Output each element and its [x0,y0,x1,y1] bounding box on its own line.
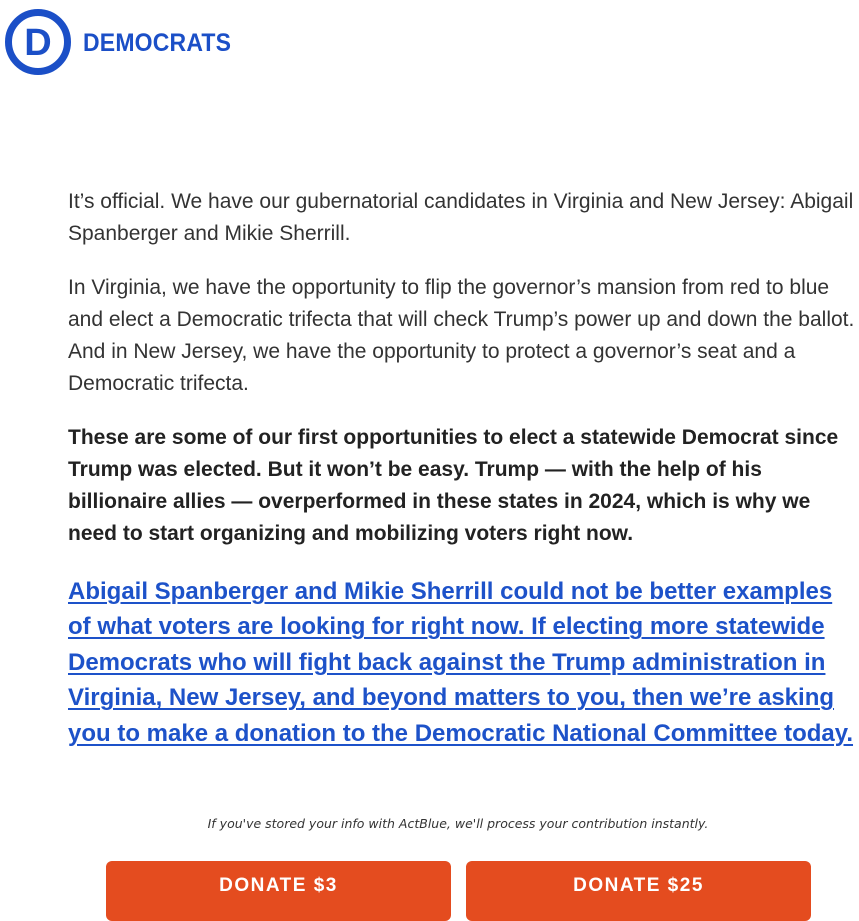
virginia-newjersey-paragraph: In Virginia, we have the opportunity to flip the governor’s mansion from red to blue and elect a Democratic trifecta that will check Trump’s power up and down the ballot. And in New Jersey, we have the opportunity to protect a governor’s seat and a Democratic trifecta. [68,276,855,395]
donate-cta-link[interactable]: Abigail Spanberger and Mikie Sherrill could not be better examples of what voters are looking for right now. If electing more statewide Democrats who will fight back against the Trump administration in Virginia, New Jersey, and beyond matters to you, then we’re asking you to make a donation to the Democratic National Committee today. [68,578,854,747]
donate-3-button[interactable]: DONATE $3 [106,861,451,921]
donate-25-button[interactable]: DONATE $25 [466,861,811,921]
actblue-note: If you've stored your info with ActBlue, we'll process your contribution instantly. [207,816,709,831]
logo-wordmark[interactable]: DEMOCRATS [83,28,232,57]
democrats-logo-icon[interactable] [5,9,71,75]
logo-letter: D [24,22,52,64]
header [5,9,244,75]
opportunity-paragraph: These are some of our first opportunities to elect a statewide Democrat since Trump was elected. But it won’t be easy. Trump — with the help of his billionaire allies — overperformed in these states in 2024, which is why we need to start organizing and mobilizing voters right now. [68,426,839,545]
email-body [68,186,858,751]
intro-paragraph: It’s official. We have our gubernatorial candidates in Virginia and New Jersey: Abigail Spanberger and Mikie Sherrill. [68,190,854,245]
